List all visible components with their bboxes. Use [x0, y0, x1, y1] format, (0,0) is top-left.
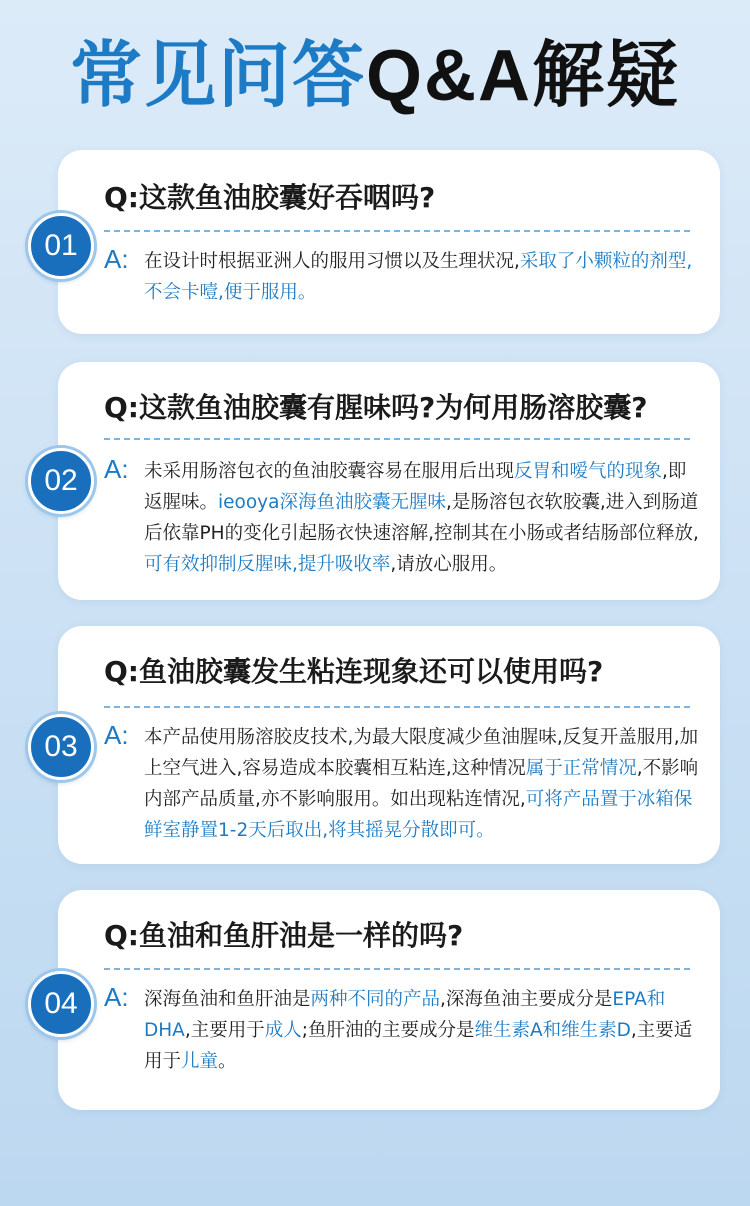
answer-highlight: 可将产品置于冰箱保鲜室静置1-2天后取出,将其摇晃分散即可。	[144, 789, 693, 841]
answer-highlight: 采取了小颗粒的剂型,不会卡噎,便于服用。	[144, 251, 693, 303]
answer-highlight: 儿童	[181, 1051, 219, 1072]
title-qa: Q&A	[366, 36, 532, 116]
title-suffix: 解疑	[532, 33, 681, 117]
faq-question: Q:这款鱼油胶囊好吞咽吗?	[104, 181, 436, 214]
divider	[104, 230, 690, 232]
answer-mark: A:	[104, 720, 129, 750]
answer-text: 未采用肠溶包衣的鱼油胶囊容易在服用后出现	[144, 461, 515, 482]
answer-text: ,主要适用于	[144, 1020, 693, 1072]
faq-question: Q:鱼油胶囊发生粘连现象还可以使用吗?	[104, 655, 604, 688]
answer-text: 在设计时根据亚洲人的服用习惯以及生理状况,	[144, 251, 520, 272]
answer-text: ;鱼肝油的主要成分是	[301, 1020, 475, 1041]
answer-highlight: EPA和DHA	[144, 989, 666, 1041]
faq-card-1	[58, 150, 720, 334]
answer-text: ,请放心服用。	[390, 554, 508, 575]
answer-text: ,主要用于	[184, 1020, 265, 1041]
faq-question: Q:这款鱼油胶囊有腥味吗?为何用肠溶胶囊?	[104, 391, 648, 424]
faq-answer	[144, 246, 704, 308]
answer-highlight: 属于正常情况	[525, 758, 637, 779]
faq-number-badge: 03	[28, 714, 94, 780]
divider	[104, 968, 690, 970]
title-chinese: 常见问答	[69, 33, 366, 117]
faq-answer	[144, 456, 704, 580]
faq-answer	[144, 984, 704, 1077]
divider	[104, 438, 690, 440]
answer-highlight: 可有效抑制反腥味,提升吸收率	[144, 554, 391, 575]
answer-text: ,即返腥味。	[144, 461, 687, 513]
answer-text: ,是肠溶包衣软胶囊,进入到肠道后依靠PH的变化引起肠衣快速溶解,控制其在小肠或者结肠部位释放,	[144, 492, 699, 544]
page-title	[0, 30, 750, 120]
answer-mark: A:	[104, 454, 129, 484]
answer-text: 。	[218, 1051, 237, 1072]
faq-number-badge: 04	[28, 971, 94, 1037]
answer-highlight: 两种不同的产品	[310, 989, 441, 1010]
answer-text: 本产品使用肠溶胶皮技术,为最大限度减少鱼油腥味,反复开盖服用,加上空气进入,容易造成本胶囊相互粘连,这种情况	[144, 727, 699, 779]
faq-question: Q:鱼油和鱼肝油是一样的吗?	[104, 919, 464, 952]
answer-mark: A:	[104, 982, 129, 1012]
divider	[104, 706, 690, 708]
answer-highlight: 反胃和嗳气的现象	[514, 461, 663, 482]
answer-highlight: ieooya深海鱼油胶囊无腥味	[218, 492, 446, 513]
faq-number-badge: 01	[28, 213, 94, 279]
answer-highlight: 维生素A和维生素D	[474, 1020, 631, 1041]
faq-card-4	[58, 890, 720, 1110]
answer-text: ,不影响内部产品质量,亦不影响服用。如出现粘连情况,	[144, 758, 699, 810]
faq-answer	[144, 722, 704, 846]
faq-card-2	[58, 362, 720, 600]
answer-text: ,深海鱼油主要成分是	[440, 989, 613, 1010]
answer-highlight: 成人	[264, 1020, 302, 1041]
faq-number-badge: 02	[28, 448, 94, 514]
answer-mark: A:	[104, 244, 129, 274]
answer-text: 深海鱼油和鱼肝油是	[144, 989, 311, 1010]
faq-card-3	[58, 626, 720, 864]
